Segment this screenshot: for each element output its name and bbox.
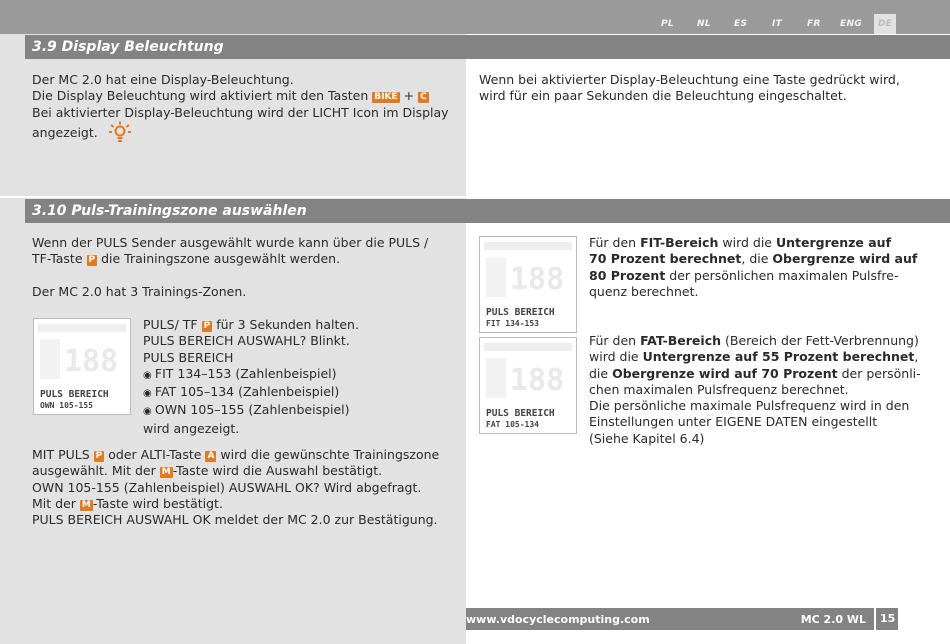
text-line: Wenn bei aktivierter Display-Beleuchtung eine Taste gedrückt wird, <box>479 72 900 87</box>
text-line: Der MC 2.0 hat 3 Trainings-Zonen. <box>32 283 247 299</box>
text-bold: Untergrenze auf <box>775 235 892 250</box>
section2-header <box>25 199 950 223</box>
page-number-box <box>876 608 898 630</box>
language-tab-nl[interactable]: NL <box>697 19 711 29</box>
text-line: quenz berechnet. <box>589 283 699 299</box>
light-icon <box>108 121 132 143</box>
lcd-line-1: PULS BEREICH <box>486 307 555 318</box>
zone-option-list <box>143 366 458 421</box>
text-fragment: die Trainingszone ausgewählt werden. <box>101 251 341 267</box>
section1-title: 3.9 Display Beleuchtung <box>32 39 224 55</box>
text-fragment: der persönli- <box>841 365 921 381</box>
text-line: Bei aktivierter Display-Beleuchtung wird der LICHT Icon im Display <box>32 104 449 120</box>
text-line <box>589 268 919 284</box>
zone-option-fit: ◉ FIT 134–153 (Zahlenbeispiel) <box>143 366 458 384</box>
text-fragment: wird die <box>722 235 772 250</box>
text-line <box>589 366 929 382</box>
text-line <box>32 88 462 104</box>
text-bold: FIT-Bereich <box>640 235 719 250</box>
text-fragment: angezeigt. <box>32 124 98 140</box>
svg-text:188: 188 <box>510 363 565 398</box>
text-line <box>32 496 462 512</box>
text-line <box>32 463 462 479</box>
text-line: PULS BEREICH AUSWAHL OK meldet der MC 2.0 zur Bestätigung. <box>32 512 438 528</box>
text-fragment: wird die gewünschte Trainingszone <box>220 447 440 462</box>
section1-left-text <box>32 72 462 143</box>
lcd-line-1: PULS BEREICH <box>40 389 109 400</box>
page-number: 15 <box>880 612 896 625</box>
text-line: Wenn der PULS Sender ausgewählt wurde kann über die PULS / <box>32 235 429 250</box>
footer-model: MC 2.0 WL <box>800 613 866 626</box>
c-key-icon: C <box>420 92 427 103</box>
section1-right-text <box>479 72 919 105</box>
text-line: Einstellungen unter EIGENE DATEN eingestellt <box>589 414 878 430</box>
text-fragment: Die Display Beleuchtung wird aktiviert mit den Tasten <box>32 88 369 104</box>
section2-steps <box>143 317 458 437</box>
text-line <box>32 447 462 463</box>
language-tab-it[interactable]: IT <box>772 19 783 29</box>
text-fragment: (Bereich der Fett-Verbrennung) <box>725 333 919 348</box>
text-fragment: der persönlichen maximalen Pulsfre- <box>669 267 899 283</box>
language-tab-de[interactable]: DE <box>874 14 896 34</box>
p-key-icon: P <box>95 451 103 461</box>
text-line: wird angezeigt. <box>143 420 240 436</box>
language-tab-pl[interactable]: PL <box>661 19 674 29</box>
section2-confirm-text <box>32 447 462 528</box>
text-bold: 80 Prozent <box>589 267 666 283</box>
m-key-icon: M <box>161 467 171 478</box>
footer-url[interactable]: www.vdocyclecomputing.com <box>466 613 650 626</box>
text-line <box>589 333 929 349</box>
text-line <box>589 235 919 251</box>
text-fragment: TF-Taste <box>32 251 83 267</box>
text-fragment: Für den <box>589 235 637 250</box>
text-line <box>32 251 462 267</box>
text-fragment: wird die <box>589 349 639 365</box>
fat-description <box>589 333 929 447</box>
language-tab-es[interactable]: ES <box>734 19 748 29</box>
text-fragment: -Taste wird bestätigt. <box>92 495 223 511</box>
lcd-display-fat <box>479 337 577 434</box>
m-key-icon: M <box>81 499 91 510</box>
text-line: Die persönliche maximale Pulsfrequenz wird in den <box>589 398 910 414</box>
text-line: (Siehe Kapitel 6.4) <box>589 430 705 446</box>
lcd-line-1: PULS BEREICH <box>486 408 555 419</box>
text-fragment: die <box>589 365 609 381</box>
text-fragment: oder ALTI-Taste <box>108 447 202 462</box>
text-line <box>589 251 919 267</box>
footer-bar <box>466 608 874 630</box>
fit-description <box>589 235 919 300</box>
language-tab-eng[interactable]: ENG <box>840 19 862 29</box>
text-bold: FAT-Bereich <box>640 333 722 348</box>
text-line: chen maximalen Pulsfrequenz berechnet. <box>589 381 849 397</box>
zone-option-fat: ◉ FAT 105–134 (Zahlenbeispiel) <box>143 384 458 402</box>
bike-key-icon: BIKE <box>374 92 398 103</box>
text-bold: Obergrenze wird auf 70 Prozent <box>612 365 838 381</box>
text-line <box>589 349 929 365</box>
svg-text:188: 188 <box>64 344 119 379</box>
text-line: wird für ein paar Sekunden die Beleuchtung eingeschaltet. <box>479 88 847 104</box>
language-bar <box>0 0 950 34</box>
text-bold: 70 Prozent berechnet <box>589 251 742 267</box>
text-fragment: MIT PULS <box>32 447 90 462</box>
language-tab-fr[interactable]: FR <box>807 19 821 29</box>
a-key-icon: A <box>207 451 215 461</box>
text-fragment: , <box>914 349 919 365</box>
text-fragment: , die <box>741 251 769 267</box>
lcd-line-2: OWN 105-155 <box>40 401 93 410</box>
text-bold: Obergrenze wird auf <box>772 251 918 267</box>
lcd-line-2: FIT 134-153 <box>486 319 539 328</box>
text-fragment: PULS/ TF <box>143 317 198 332</box>
lcd-display-own <box>33 318 131 415</box>
lcd-display-fit <box>479 236 577 333</box>
svg-text:188: 188 <box>510 262 565 297</box>
text-fragment: für 3 Sekunden halten. <box>216 317 359 332</box>
section2-title: 3.10 Puls-Trainingszone auswählen <box>32 203 307 219</box>
text-bold: Untergrenze auf 55 Prozent berechnet <box>642 349 915 365</box>
p-key-icon: P <box>203 321 211 331</box>
text-fragment: Für den <box>589 333 637 348</box>
section1-header <box>25 35 950 59</box>
text-line: OWN 105-155 (Zahlenbeispiel) AUSWAHL OK? Wird abgefragt. <box>32 479 422 495</box>
text-fragment: -Taste wird die Auswahl bestätigt. <box>172 463 383 479</box>
plus-sign: + <box>403 88 415 104</box>
text-line: Der MC 2.0 hat eine Display-Beleuchtung. <box>32 72 294 87</box>
text-fragment: Mit der <box>32 495 76 511</box>
text-line <box>143 317 458 333</box>
text-line: PULS BEREICH <box>143 349 234 365</box>
section2-intro <box>32 235 462 300</box>
lcd-line-2: FAT 105-134 <box>486 420 539 429</box>
footer-left-panel <box>0 608 466 644</box>
text-line <box>32 121 462 143</box>
p-key-icon: P <box>88 255 96 266</box>
text-line: PULS BEREICH AUSWAHL? Blinkt. <box>143 333 350 349</box>
text-fragment: ausgewählt. Mit der <box>32 463 156 479</box>
zone-option-own: ◉ OWN 105–155 (Zahlenbeispiel) <box>143 402 458 420</box>
